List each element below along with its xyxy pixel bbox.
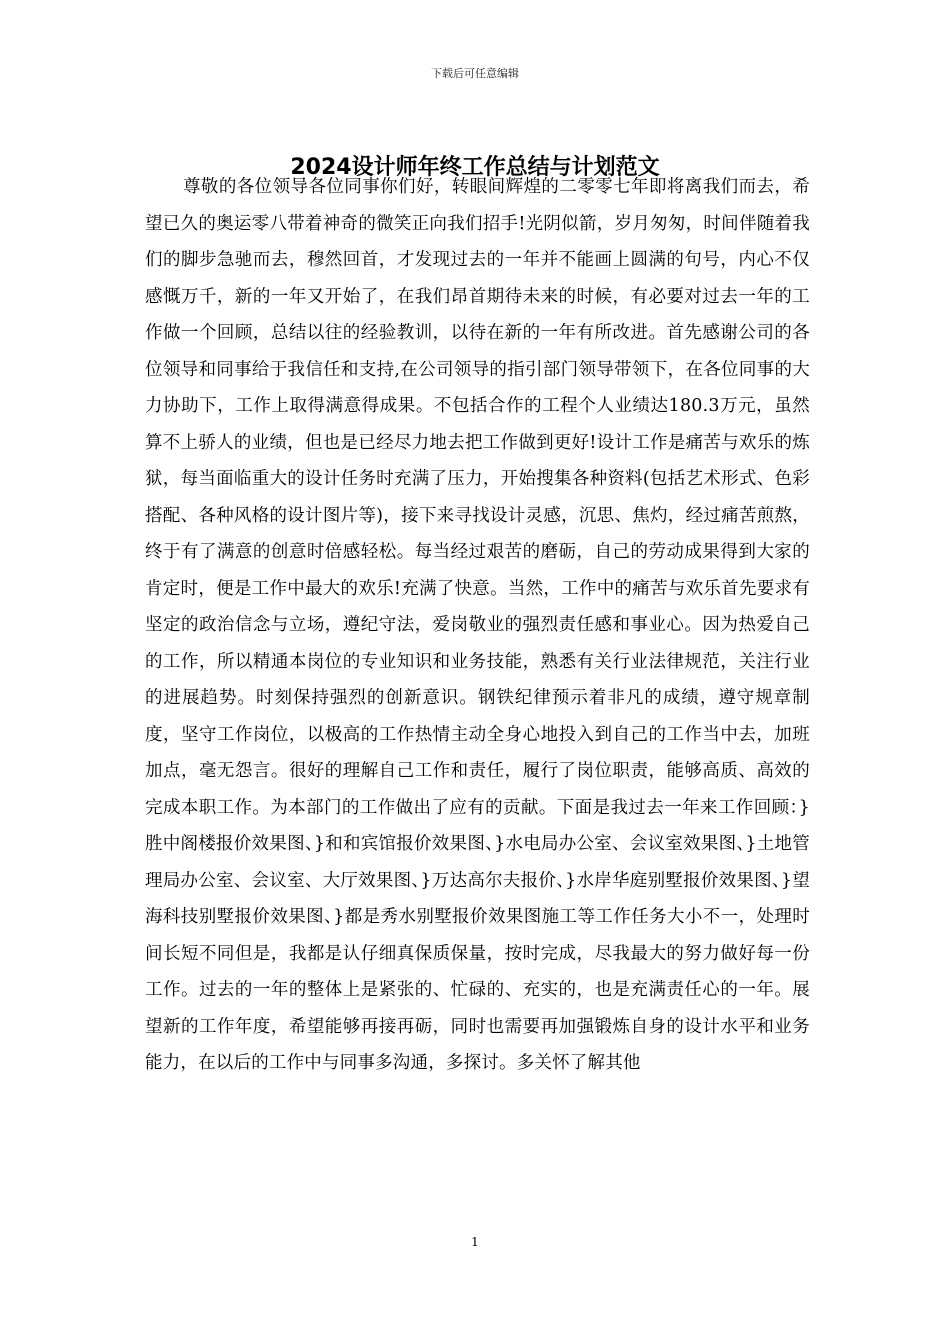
page-number: 1 <box>471 1235 479 1249</box>
document-body-paragraph: 尊敬的各位领导各位同事你们好，转眼间辉煌的二零零七年即将离我们而去，希望已久的奥运零八带着神奇的微笑正向我们招手!光阴似箭，岁月匆匆，时间伴随着我们的脚步急驰而去，穆然回首，才发现过去的一年并不能画上圆满的句号，内心不仅感慨万千，新的一年又开始了，在我们昂首期待未来的时候，有必要对过去一年的工作做一个回顾，总结以往的经验教训，以待在新的一年有所改进。首先感谢公司的各位领导和同事给于我信任和支持,在公司领导的指引部门领导带领下，在各位同事的大力协助下，工作上取得满意得成果。不包括合作的工程个人业绩达180.3万元，虽然算不上骄人的业绩，但也是已经尽力地去把工作做到更好!设计工作是痛苦与欢乐的炼狱，每当面临重大的设计任务时充满了压力，开始搜集各种资料(包括艺术形式、色彩搭配、各种风格的设计图片等)，接下来寻找设计灵感，沉思、焦灼，经过痛苦煎熬，终于有了满意的创意时倍感轻松。每当经过艰苦的磨砺，自己的劳动成果得到大家的肯定时，便是工作中最大的欢乐!充满了快意。当然，工作中的痛苦与欢乐首先要求有坚定的政治信念与立场，遵纪守法，爱岗敬业的强烈责任感和事业心。因为热爱自己的工作，所以精通本岗位的专业知识和业务技能，熟悉有关行业法律规范，关注行业的进展趋势。时刻保持强烈的创新意识。钢铁纪律预示着非凡的成绩，遵守规章制度，坚守工作岗位，以极高的工作热情主动全身心地投入到自己的工作当中去，加班加点，毫无怨言。很好的理解自己工作和责任，履行了岗位职责，能够高质、高效的完成本职工作。为本部门的工作做出了应有的贡献。下面是我过去一年来工作回顾：}胜中阁楼报价效果图、}和和宾馆报价效果图、}水电局办公室、会议室效果图、}土地管理局办公室、会议室、大厅效果图、}万达高尔夫报价、}水岸华庭别墅报价效果图、}望海科技别墅报价效果图、}都是秀水别墅报价效果图施工等工作任务大小不一，处理时间长短不同但是，我都是认仔细真保质保量，按时完成，尽我最大的努力做好每一份工作。过去的一年的整体上是紧张的、忙碌的、充实的，也是充满责任心的一年。展望新的工作年度，希望能够再接再砺，同时也需要再加强锻炼自身的设计水平和业务能力，在以后的工作中与同事多沟通，多探讨。多关怀了解其他 <box>145 177 810 1073</box>
page-header: 下载后可任意编辑 <box>431 67 519 80</box>
document-title: 2024设计师年终工作总结与计划范文 <box>290 155 660 180</box>
